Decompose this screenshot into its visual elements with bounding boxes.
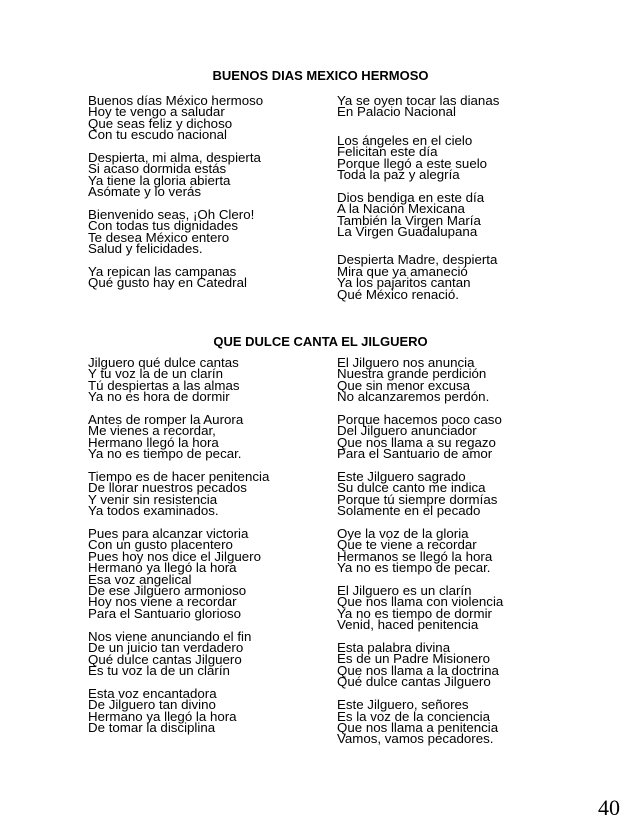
stanza <box>337 414 577 460</box>
lyric-line: Hoy nos viene a recordar <box>88 594 237 610</box>
stanza <box>88 414 328 460</box>
lyric-line: Y tu voz la de un clarín <box>88 366 224 382</box>
lyric-line: Hermano llegó la hora <box>88 434 219 450</box>
lyric-line: Qué gusto hay en Catedral <box>88 275 247 291</box>
lyric-line: Me vienes a recordar, <box>88 423 216 439</box>
stanza <box>337 471 577 517</box>
lyric-line: Nos viene anunciando el fin <box>88 628 252 644</box>
lyric-line: Nuestra grande perdición <box>337 366 487 382</box>
lyric-line: Hermano ya llegó la hora <box>88 708 237 724</box>
stanza <box>337 528 577 574</box>
lyric-line: Que sin menor excusa <box>337 377 471 393</box>
lyric-line: Ya repican las campanas <box>88 264 237 280</box>
lyric-line: Esta voz encantadora <box>88 685 217 701</box>
lyric-line: Esta palabra divina <box>337 640 451 656</box>
lyric-line: Para el Santuario de amor <box>337 446 493 462</box>
song-title-jilguero: QUE DULCE CANTA EL JILGUERO <box>213 334 428 349</box>
lyric-line: Es de un Padre Misionero <box>337 651 490 667</box>
lyric-line: Hermano ya llegó la hora <box>88 560 237 576</box>
stanza <box>88 152 328 198</box>
lyric-line: Tiempo es de hacer penitencia <box>88 469 270 485</box>
lyric-line: La Virgen Guadalupana <box>337 224 478 240</box>
stanza <box>337 254 577 300</box>
lyric-line: Si acaso dormida estás <box>88 161 227 177</box>
lyric-line: Que nos llama a penitencia <box>337 719 499 735</box>
lyric-line: Este Jilguero, señores <box>337 697 469 713</box>
stanza <box>88 209 328 255</box>
lyric-line: Qué México renació. <box>337 286 459 302</box>
stanza <box>337 585 577 631</box>
lyric-line: De llorar nuestros pecados <box>88 480 247 496</box>
lyric-line: Porque llegó a este suelo <box>337 155 488 171</box>
lyric-line: El Jilguero nos anuncia <box>337 355 475 370</box>
lyric-line: Ya no es tiempo de pecar. <box>337 560 491 576</box>
lyric-line: Despierta Madre, despierta <box>337 252 498 268</box>
lyric-line: Que te viene a recordar <box>337 537 477 553</box>
stanza <box>337 642 577 688</box>
lyric-line: Con todas tus dignidades <box>88 218 239 234</box>
stanza <box>88 357 328 403</box>
lyric-line: Ya todos examinados. <box>88 503 219 519</box>
song-title-buenos-dias: BUENOS DIAS MEXICO HERMOSO <box>212 68 429 83</box>
song1-left-column <box>88 95 328 289</box>
lyric-line: Del Jilguero anunciador <box>337 423 477 439</box>
lyric-line: Salud y felicidades. <box>88 241 203 257</box>
lyric-line: Y venir sin resistencia <box>88 491 218 507</box>
lyric-line: Que seas feliz y dichoso <box>88 115 233 131</box>
stanza <box>88 471 328 517</box>
lyric-line: Oye la voz de la gloria <box>337 526 469 542</box>
lyric-line: Este Jilguero sagrado <box>337 469 466 485</box>
lyric-line: Hoy te vengo a saludar <box>88 104 225 120</box>
stanza <box>337 95 577 118</box>
lyric-line: Hermanos se llegó la hora <box>337 548 493 564</box>
lyric-line: Que nos llama a la doctrina <box>337 662 499 678</box>
lyric-line: Buenos días México hermoso <box>88 93 264 108</box>
lyric-line: Dios bendiga en este día <box>337 189 485 205</box>
lyric-line: De Jilguero tan divino <box>88 697 216 713</box>
song1-right-column <box>337 95 577 300</box>
lyric-line: Bienvenido seas, ¡Oh Clero! <box>88 207 255 223</box>
stanza <box>88 685 328 735</box>
lyric-line: Que nos llama a su regazo <box>337 434 496 450</box>
lyric-line: Con tu escudo nacional <box>88 127 227 143</box>
lyric-line: Qué dulce cantas Jilguero <box>88 651 242 667</box>
stanza <box>88 266 328 289</box>
stanza <box>88 628 328 678</box>
lyric-line: De ese Jilguero armonioso <box>88 583 247 599</box>
lyric-line: Ya los pajaritos cantan <box>337 275 471 291</box>
lyric-line: Mira que ya amaneció <box>337 263 468 279</box>
stanza <box>337 132 577 183</box>
lyric-line: Con un gusto placentero <box>88 537 233 553</box>
lyric-line: Es la voz de la conciencia <box>337 708 490 724</box>
lyric-line: Ya tiene la gloria abierta <box>88 172 231 188</box>
lyric-line: Esa voz angelical <box>88 571 192 587</box>
lyric-line: Ya no es tiempo de pecar. <box>88 446 242 462</box>
lyric-line: Te desea México entero <box>88 229 230 245</box>
lyric-line: Tú despiertas a las almas <box>88 377 240 393</box>
lyric-line: De tomar la disciplina <box>88 719 216 735</box>
lyric-line: A la Nación Mexicana <box>337 201 465 217</box>
lyric-line: El Jilguero es un clarín <box>337 583 472 599</box>
lyric-line: Venid, haced penitencia <box>337 617 479 633</box>
lyric-line: Pues hoy nos dice el Jilguero <box>88 548 261 564</box>
lyric-line: Solamente en el pecado <box>337 503 481 519</box>
lyric-line: Antes de romper la Aurora <box>88 412 244 428</box>
stanza <box>88 95 328 141</box>
stanza <box>337 357 577 403</box>
lyric-line: De un juicio tan verdadero <box>88 640 244 656</box>
lyric-line: Su dulce canto me indica <box>337 480 486 496</box>
lyric-line: Pues para alcanzar victoria <box>88 526 249 542</box>
lyric-line: También la Virgen María <box>337 212 481 228</box>
lyric-line: Que nos llama con violencia <box>337 594 504 610</box>
lyric-line: Es tu voz la de un clarín <box>88 662 230 678</box>
lyric-line: Ya no es tiempo de dormir <box>337 605 492 621</box>
song2-left-column <box>88 357 328 733</box>
lyric-line: Para el Santuario glorioso <box>88 605 242 621</box>
lyric-line: Porque hacemos poco caso <box>337 412 502 428</box>
lyric-line: Qué dulce cantas Jilguero <box>337 674 491 690</box>
stanza <box>337 189 577 240</box>
song2-right-column <box>337 357 577 745</box>
lyric-line: Felicitan este día <box>337 144 438 160</box>
lyric-line: Ya se oyen tocar las dianas <box>337 93 500 108</box>
lyric-line: Los ángeles en el cielo <box>337 132 473 148</box>
lyric-line: Despierta, mi alma, despierta <box>88 150 261 166</box>
lyric-line: Ya no es hora de dormir <box>88 389 230 405</box>
lyric-line: En Palacio Nacional <box>337 104 457 120</box>
lyric-line: Toda la paz y alegría <box>337 167 460 183</box>
lyric-line: Vamos, vamos pecadores. <box>337 731 494 747</box>
page-number: 40 <box>598 795 620 820</box>
lyric-line: Asómate y lo verás <box>88 184 202 200</box>
stanza <box>337 699 577 745</box>
stanza <box>88 528 328 619</box>
lyric-line: No alcanzaremos perdón. <box>337 389 490 405</box>
lyric-line: Jilguero qué dulce cantas <box>88 355 239 370</box>
lyric-line: Porque tú siempre dormías <box>337 491 498 507</box>
